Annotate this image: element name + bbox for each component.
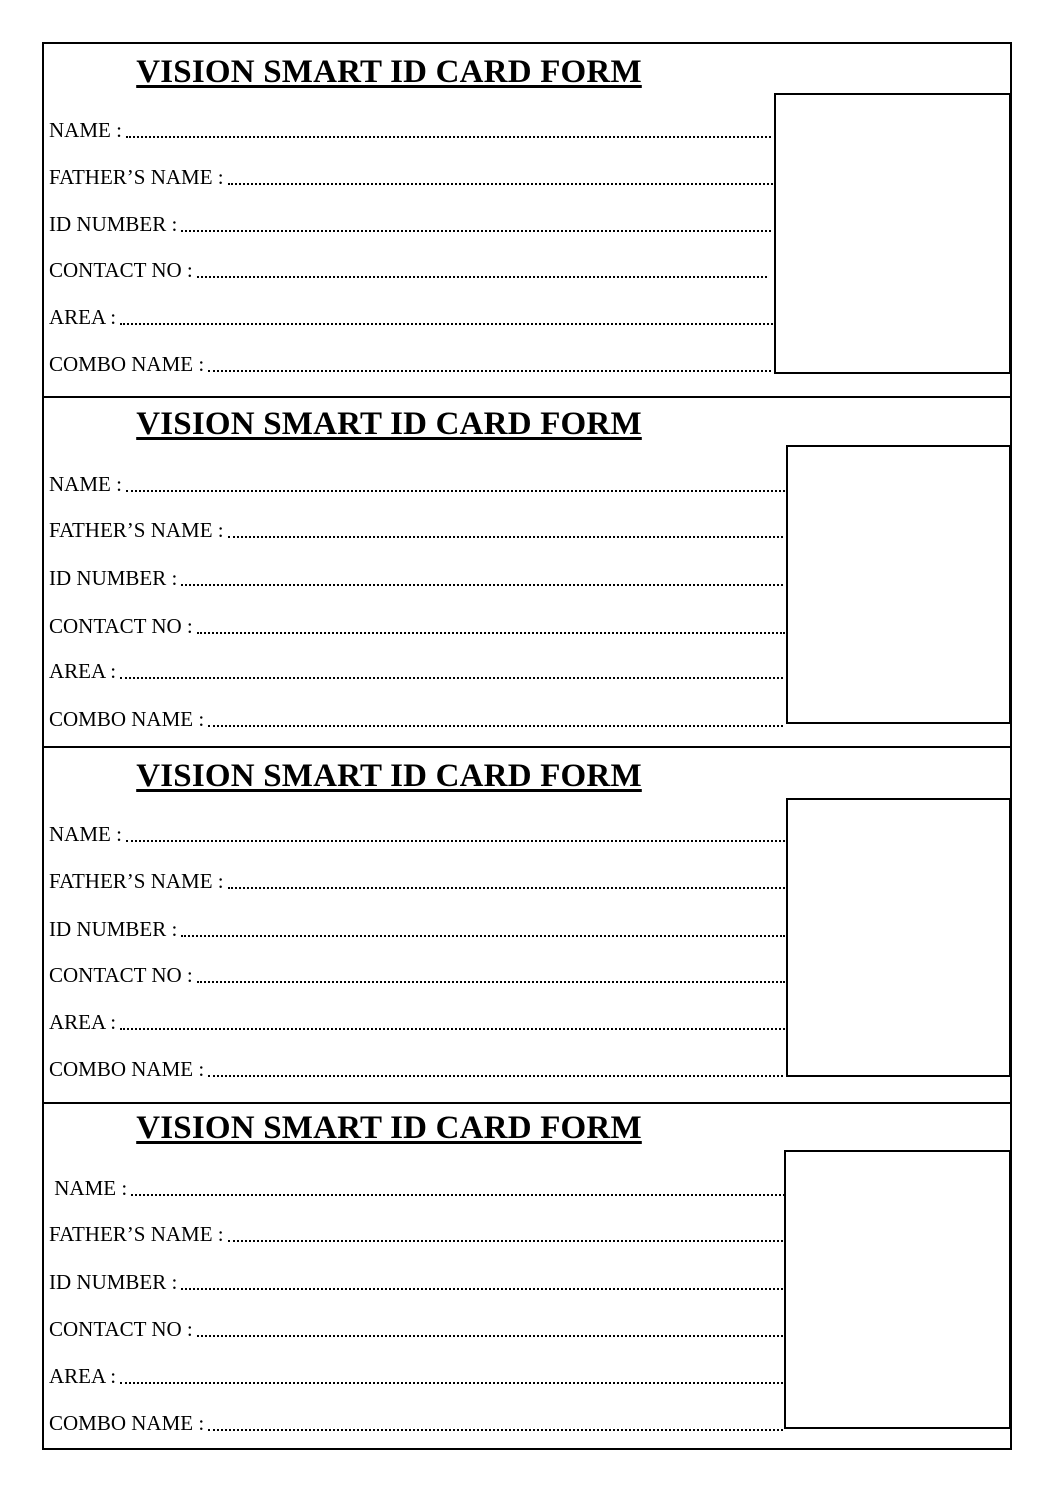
area-line[interactable] — [120, 1382, 783, 1384]
name-line[interactable] — [126, 840, 785, 842]
contact-no-line[interactable] — [197, 632, 785, 634]
form-title: VISION SMART ID CARD FORM — [136, 1110, 642, 1146]
area-line[interactable] — [120, 1028, 785, 1030]
name-label: NAME : — [49, 822, 122, 846]
combo-name-field[interactable] — [49, 350, 771, 376]
id-card-form-4 — [44, 1104, 1010, 1450]
fathers-name-line[interactable] — [228, 183, 773, 185]
photo-box[interactable] — [786, 445, 1011, 724]
id-number-field[interactable] — [49, 564, 783, 590]
contact-no-line[interactable] — [197, 1335, 783, 1337]
name-field[interactable] — [49, 116, 771, 142]
area-line[interactable] — [120, 677, 783, 679]
combo-name-line[interactable] — [208, 370, 771, 372]
id-number-line[interactable] — [181, 230, 771, 232]
id-number-label: ID NUMBER : — [49, 1270, 178, 1294]
id-number-label: ID NUMBER : — [49, 212, 178, 236]
contact-no-field[interactable] — [49, 612, 785, 638]
area-field[interactable] — [49, 1008, 785, 1034]
combo-name-field[interactable] — [49, 705, 783, 731]
form-title: VISION SMART ID CARD FORM — [136, 54, 642, 90]
area-field[interactable] — [49, 657, 783, 683]
photo-box[interactable] — [784, 1150, 1011, 1429]
photo-box[interactable] — [774, 93, 1011, 374]
area-label: AREA : — [49, 1010, 117, 1034]
combo-name-line[interactable] — [208, 1429, 783, 1431]
form-title: VISION SMART ID CARD FORM — [136, 406, 642, 442]
id-number-line[interactable] — [181, 935, 785, 937]
fathers-name-label: FATHER’S NAME : — [49, 165, 224, 189]
fathers-name-field[interactable] — [49, 867, 785, 893]
area-label: AREA : — [49, 659, 117, 683]
name-field[interactable] — [49, 1174, 785, 1200]
area-label: AREA : — [49, 1364, 117, 1388]
contact-no-field[interactable] — [49, 1315, 783, 1341]
contact-no-label: CONTACT NO : — [49, 1317, 193, 1341]
id-number-label: ID NUMBER : — [49, 566, 178, 590]
name-label: NAME : — [49, 472, 122, 496]
combo-name-label: COMBO NAME : — [49, 707, 205, 731]
area-line[interactable] — [120, 323, 773, 325]
contact-no-label: CONTACT NO : — [49, 258, 193, 282]
name-label: NAME : — [49, 1176, 128, 1200]
combo-name-label: COMBO NAME : — [49, 1057, 205, 1081]
name-line[interactable] — [126, 490, 785, 492]
contact-no-line[interactable] — [197, 276, 767, 278]
contact-no-label: CONTACT NO : — [49, 614, 193, 638]
id-number-line[interactable] — [181, 584, 783, 586]
contact-no-field[interactable] — [49, 961, 785, 987]
area-label: AREA : — [49, 305, 117, 329]
combo-name-label: COMBO NAME : — [49, 1411, 205, 1435]
fathers-name-line[interactable] — [228, 1240, 783, 1242]
form-title: VISION SMART ID CARD FORM — [136, 758, 642, 794]
area-field[interactable] — [49, 1362, 783, 1388]
name-field[interactable] — [49, 470, 785, 496]
name-label: NAME : — [49, 118, 122, 142]
fathers-name-label: FATHER’S NAME : — [49, 869, 224, 893]
id-number-line[interactable] — [181, 1288, 783, 1290]
fathers-name-line[interactable] — [228, 536, 783, 538]
id-number-field[interactable] — [49, 1268, 783, 1294]
contact-no-label: CONTACT NO : — [49, 963, 193, 987]
id-card-form-2 — [44, 398, 1010, 746]
contact-no-field[interactable] — [49, 256, 767, 282]
id-number-field[interactable] — [49, 915, 785, 941]
fathers-name-field[interactable] — [49, 516, 783, 542]
id-card-form-1 — [44, 44, 1010, 396]
name-field[interactable] — [49, 820, 785, 846]
name-line[interactable] — [126, 136, 771, 138]
name-line[interactable] — [131, 1194, 785, 1196]
id-card-form-3 — [44, 748, 1010, 1102]
combo-name-field[interactable] — [49, 1055, 783, 1081]
id-number-field[interactable] — [49, 210, 771, 236]
photo-box[interactable] — [786, 798, 1011, 1077]
fathers-name-label: FATHER’S NAME : — [49, 1222, 224, 1246]
id-number-label: ID NUMBER : — [49, 917, 178, 941]
id-card-form-sheet — [42, 42, 1012, 1450]
combo-name-label: COMBO NAME : — [49, 352, 205, 376]
combo-name-field[interactable] — [49, 1409, 783, 1435]
fathers-name-line[interactable] — [228, 887, 785, 889]
fathers-name-field[interactable] — [49, 163, 773, 189]
fathers-name-label: FATHER’S NAME : — [49, 518, 224, 542]
fathers-name-field[interactable] — [49, 1220, 783, 1246]
combo-name-line[interactable] — [208, 1075, 783, 1077]
combo-name-line[interactable] — [208, 725, 783, 727]
area-field[interactable] — [49, 303, 773, 329]
contact-no-line[interactable] — [197, 981, 785, 983]
